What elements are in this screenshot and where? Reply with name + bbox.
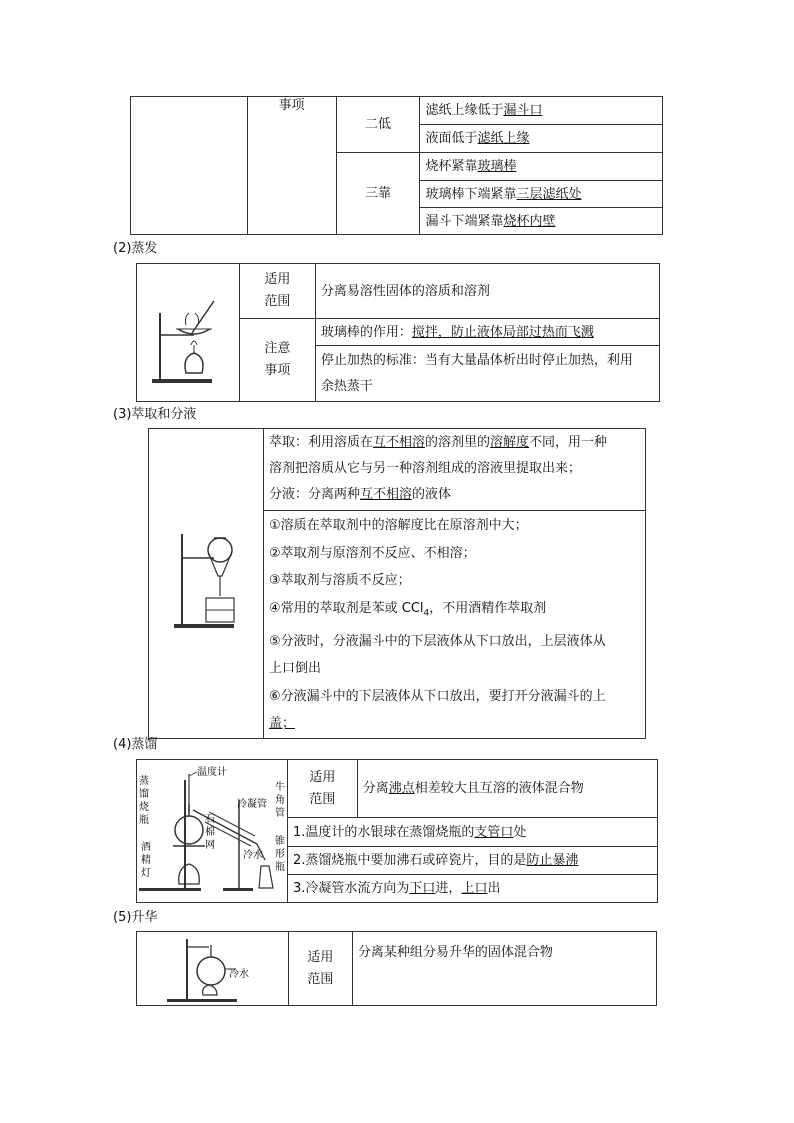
filtration-table — [130, 96, 663, 235]
evaporation-scope: 分离易溶性固体的溶质和溶剂 — [315, 264, 659, 319]
evaporation-heading: (2)蒸发 — [113, 241, 158, 256]
flask-label-4: 瓶 — [139, 815, 149, 826]
evaporation-table — [136, 263, 660, 402]
distillation-scope: 分离沸点相差较大且互溶的液体混合物 — [357, 760, 657, 818]
distillation-scope-label: 适用 范围 — [288, 760, 358, 818]
evaporation-notes-label: 注意 事项 — [239, 319, 315, 402]
sublimation-diagram-cell — [137, 932, 289, 1006]
filtration-row-3: 烧杯紧靠玻璃棒 — [420, 153, 663, 181]
extraction-note-2: ②萃取剂与原溶剂不反应、不相溶； — [268, 545, 476, 561]
distillation-apparatus-diagram — [137, 760, 287, 902]
distillation-note-2: 2.蒸馏烧瓶中要加沸石或碎瓷片，目的是防止暴沸 — [288, 846, 658, 874]
evaporation-note-1: 玻璃棒的作用：搅拌，防止液体局部过热而飞溅 — [315, 319, 659, 346]
separatory-funnel-diagram — [154, 528, 254, 638]
adapter-label-2: 角 — [275, 795, 285, 806]
gauze-label-3: 网 — [205, 840, 215, 851]
distillation-note-3: 3.冷凝管水流方向为下口进，上口出 — [288, 874, 658, 902]
sublimation-cold-water-label: 冷水 — [229, 968, 249, 980]
extraction-note-4: ④常用的萃取剂是苯或 CCl$_4$，不用酒精作萃取剂 — [268, 600, 547, 619]
flask-label-3: 烧 — [139, 802, 149, 813]
evaporation-diagram-cell — [137, 264, 240, 402]
filtration-notes-label: 事项 — [247, 97, 336, 235]
filtration-row-5: 漏斗下端紧靠烧杯内壁 — [420, 208, 663, 235]
sublimation-scope-label: 适用 范围 — [288, 932, 352, 1006]
evaporation-note-2: 停止加热的标准：当有大量晶体析出时停止加热，利用 余热蒸干 — [315, 346, 659, 402]
extraction-heading: (3)萃取和分液 — [113, 407, 197, 422]
extraction-note-1: ①溶质在萃取剂中的溶解度比在原溶剂中大； — [268, 518, 528, 533]
extraction-notes: ①溶质在萃取剂中的溶解度比在原溶剂中大； ②萃取剂与原溶剂不反应、不相溶； ③萃取剂与溶质不反应； ④常用的萃取剂是苯或 CCl$_4$，不用酒精作萃取剂 ⑤分液时，分液漏斗中的下层液体从下口放出，上层液体从 上口倒出 ⑥分液漏斗中的下层液体从下口放出，要打开分液漏斗的上 盖； — [263, 511, 645, 739]
distillation-note-1: 1.温度计的水银球在蒸馏烧瓶的支管口处 — [288, 818, 658, 846]
adapter-label-1: 牛 — [275, 782, 285, 793]
receiver-label-1: 锥 — [275, 836, 285, 847]
evaporation-scope-label: 适用 范围 — [239, 264, 315, 319]
lamp-label-2: 精 — [141, 855, 151, 866]
gauze-label-1: 石 — [205, 814, 215, 825]
distillation-diagram-cell — [137, 760, 288, 903]
san-kao-label: 三靠 — [336, 153, 420, 235]
distillation-table — [136, 759, 658, 903]
evaporation-apparatus-diagram — [142, 273, 232, 393]
receiver-label-2: 形 — [275, 849, 285, 860]
sublimation-apparatus-diagram — [137, 933, 287, 1005]
filtration-row-1: 滤纸上缘低于漏斗口 — [420, 97, 663, 125]
lamp-label-1: 酒 — [141, 842, 151, 853]
er-di-label: 二低 — [336, 97, 420, 153]
flask-label-1: 蒸 — [139, 776, 149, 787]
thermometer-label: 温度计 — [197, 767, 227, 778]
sublimation-table — [136, 931, 657, 1006]
extraction-note-3: ③萃取剂与溶质不反应； — [268, 573, 411, 588]
condenser-label: 冷凝管 — [237, 799, 267, 810]
sublimation-heading: (5)升华 — [113, 910, 158, 925]
lamp-label-3: 灯 — [141, 868, 151, 879]
receiver-label-3: 瓶 — [275, 862, 285, 873]
extraction-table — [148, 428, 646, 739]
filtration-diagram-cell — [131, 97, 248, 235]
sublimation-scope: 分离某种组分易升华的固体混合物 — [352, 932, 656, 1006]
flask-label-2: 馏 — [139, 789, 149, 800]
filtration-row-4: 玻璃棒下端紧靠三层滤纸处 — [420, 181, 663, 208]
extraction-diagram-cell — [149, 429, 264, 739]
extraction-definition: 萃取：利用溶质在互不相溶的溶剂里的溶解度不同，用一种 溶剂把溶质从它与另一种溶剂组成的溶液里提取出来； 分液：分离两种互不相溶的液体 — [263, 429, 645, 511]
distillation-heading: (4)蒸馏 — [113, 737, 158, 752]
filtration-row-2: 液面低于滤纸上缘 — [420, 125, 663, 153]
cold-water-label: 冷水 — [243, 850, 263, 861]
gauze-label-2: 棉 — [205, 827, 215, 838]
adapter-label-3: 管 — [275, 808, 285, 819]
